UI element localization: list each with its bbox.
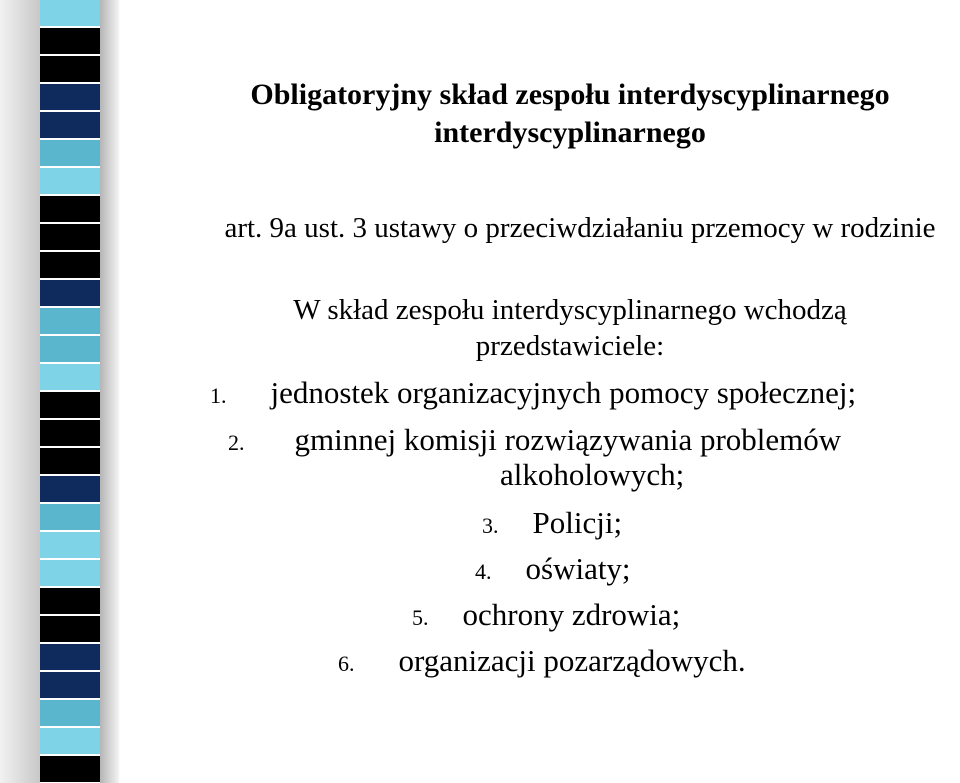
list-text: Policji; [532,505,623,540]
stripe-block [40,476,100,502]
stripe-block [40,140,100,166]
list-text: ochrony zdrowia; [462,597,681,632]
list-number: 1. [210,383,227,408]
stripe-block [40,672,100,698]
decorative-color-stripe [40,0,100,783]
stripe-block [40,308,100,334]
stripe-block [40,588,100,614]
list-item [475,551,631,587]
list-item [210,375,856,411]
left-shadow [0,0,40,783]
stripe-block [40,252,100,278]
stripe-block [40,84,100,110]
list-text-continuation [500,457,684,493]
list-text: organizacji pozarządowych. [398,643,746,678]
stripe-block [40,756,100,782]
stripe-block [40,364,100,390]
stripe-block [40,560,100,586]
stripe-block [40,616,100,642]
list-text: alkoholowych; [500,457,685,492]
stripe-block [40,420,100,446]
stripe-shadow [100,0,120,783]
list-number: 3. [482,513,499,538]
stripe-block [40,56,100,82]
list-item [338,643,746,679]
stripe-block [40,28,100,54]
stripe-block [40,392,100,418]
stripe-block [40,280,100,306]
stripe-block [40,644,100,670]
stripe-block [40,700,100,726]
list-text: oświaty; [525,551,631,586]
stripe-block [40,168,100,194]
title-line: interdyscyplinarnego [434,116,706,149]
stripe-block [40,224,100,250]
intro-text: W skład zespołu interdyscyplinarnego wchodzą przedstawiciele: [293,294,847,362]
stripe-block [40,504,100,530]
list-number: 2. [228,430,245,455]
stripe-block [40,728,100,754]
slide-title [160,76,960,152]
title-line: Obligatoryjny skład zespołu interdyscyplinarnego [250,78,890,111]
stripe-block [40,532,100,558]
stripe-block [40,196,100,222]
list-number: 6. [338,651,355,676]
list-number: 4. [475,559,492,584]
list-item [412,597,680,633]
stripe-block [40,448,100,474]
stripe-block [40,336,100,362]
stripe-block [40,112,100,138]
stripe-block [40,0,100,26]
list-number: 5. [412,605,429,630]
list-item [482,505,622,541]
list-item [228,422,841,458]
list-text: gminnej komisji rozwiązywania problemów [294,422,842,457]
legal-reference: art. 9a ust. 3 ustawy o przeciwdziałaniu przemocy w rodzinie [224,212,936,244]
list-text: jednostek organizacyjnych pomocy społecznej; [270,375,857,410]
